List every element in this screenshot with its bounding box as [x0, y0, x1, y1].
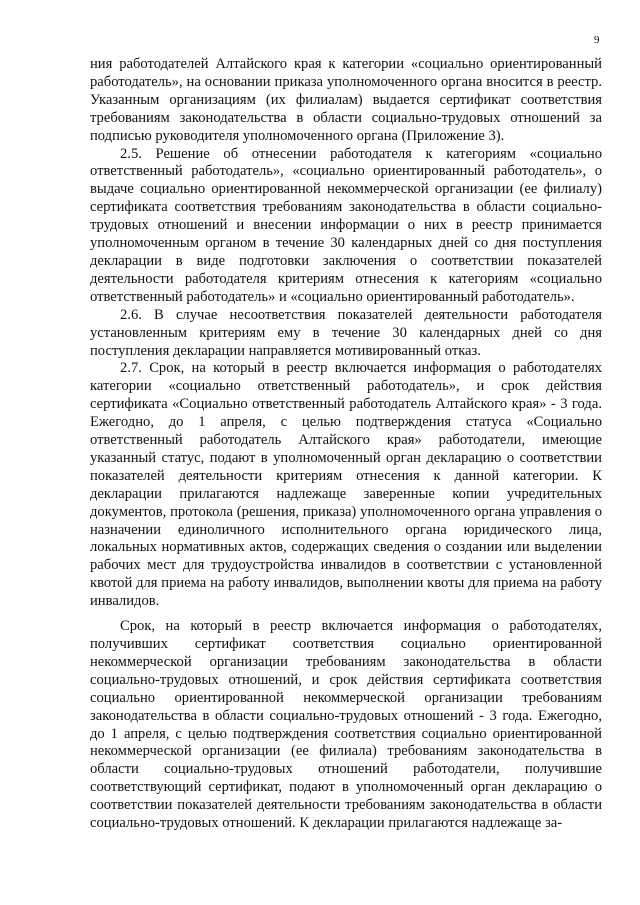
- paragraph-term: Срок, на который в реестр включается информация о работодателях, получивших сертификат соответствия социально ориентированной некоммерческой организации требованиям законодательства в области социально-трудовых отношений, и срок действия сертификата соответствия социально ориентированной некоммерческой организации требованиям законодательства в области социально-трудовых отношений - 3 года. Ежегодно, до 1 апреля, с целью подтверждения соответствия социально ориентированной некоммерческой организации (ее филиала) требованиям законодательства в области социально-трудовых отношений работодатели, получившие соответствующий сертификат, подают в уполномоченный орган декларацию о соответствии показателей деятельности требованиям законодательства в области социально-трудовых отношений. К декларации прилагаются надлежаще за-: [90, 618, 602, 832]
- paragraph-continuation: ния работодателей Алтайского края к категории «социально ориентированный работодатель», на основании приказа уполномоченного органа вносится в реестр. Указанным организациям (их филиалам) выдается сертификат соответствия требованиям законодательства в области социально-трудовых отношений за подписью руководителя уполномоченного органа (Приложение 3).: [90, 56, 602, 144]
- document-body: [90, 56, 602, 833]
- paragraph-2-6: 2.6. В случае несоответствия показателей деятельности работодателя установленным критериям ему в течение 30 календарных дней со дня поступления декларации направляется мотивированный отказ.: [90, 306, 602, 359]
- page-number: 9: [594, 34, 600, 46]
- paragraph-2-5: 2.5. Решение об отнесении работодателя к категориям «социально ответственный работодатель», «социально ориентированный работодатель», о выдаче социально ориентированной некоммерческой организации (ее филиалу) сертификата соответствия требованиям законодательства в области социально-трудовых отношений и внесении информации о них в реестр принимается уполномоченным органом в течение 30 календарных дней со дня поступления декларации в виде подготовки заключения о соответствии показателей деятельности работодателя критериям отнесения к категориям «социально ответственный работодатель» и «социально ориентированный работодатель».: [90, 145, 602, 305]
- paragraph-2-7: 2.7. Срок, на который в реестр включается информация о работодателях категории «социально ответственный работодатель», и срок действия сертификата «Социально ответственный работодатель Алтайского края» - 3 года. Ежегодно, до 1 апреля, с целью подтверждения статуса «Социально ответственный работодатель Алтайского края» работодатели, имеющие указанный статус, подают в уполномоченный орган декларацию о соответствии показателей деятельности критериям отнесения к данной категории. К декларации прилагаются надлежаще заверенные копии учредительных документов, протокола (решения, приказа) уполномоченного органа управления о назначении единоличного исполнительного органа юридического лица, локальных нормативных актов, содержащих сведения о создании или выделении рабочих мест для трудоустройства инвалидов в соответствии с установленной квотой для приема на работу инвалидов, выполнении квоты для приема на работу инвалидов.: [90, 360, 602, 610]
